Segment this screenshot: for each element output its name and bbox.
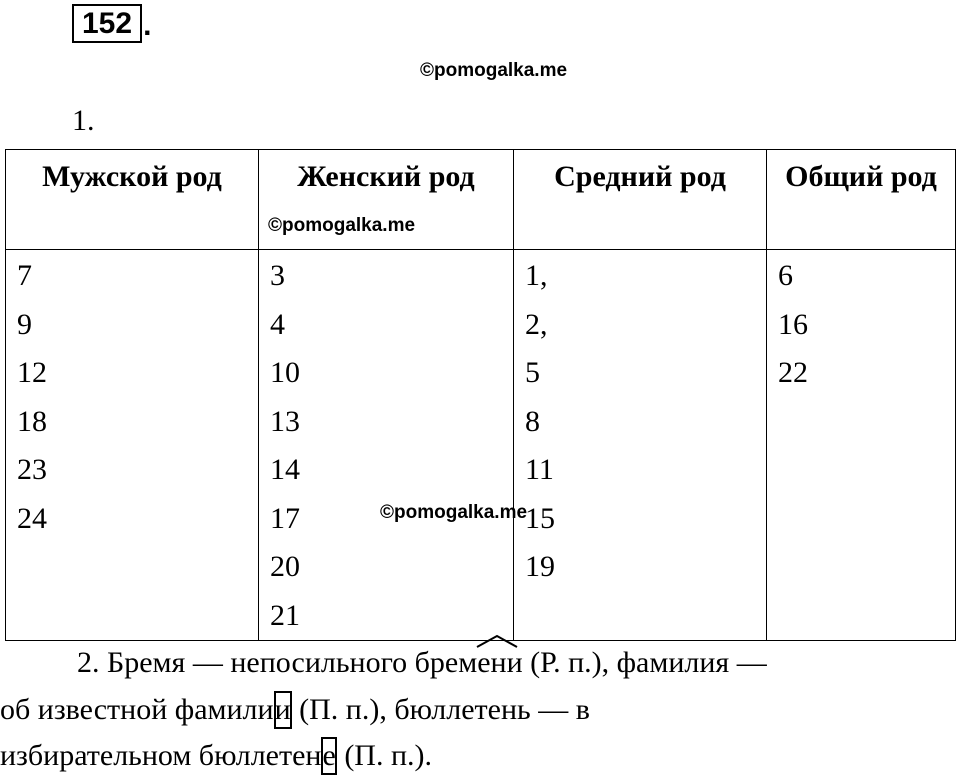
paragraph-line (0, 640, 955, 687)
list-item: 22 (778, 356, 808, 389)
task-number-box: 152 (72, 4, 142, 43)
task-number-dot: . (143, 9, 152, 42)
masculine-column (6, 250, 259, 641)
header-feminine: Женский род (259, 150, 514, 250)
paragraph-line (0, 687, 955, 734)
neuter-column (514, 250, 767, 641)
list-item: 6 (778, 259, 793, 292)
feminine-column (259, 250, 514, 641)
common-column (767, 250, 956, 641)
list-item: 12 (17, 356, 47, 389)
list-item: 3 (270, 259, 285, 292)
list-item: 23 (17, 453, 47, 486)
table-row (6, 250, 956, 641)
ending-arc-mark (477, 640, 522, 687)
list-item: 18 (17, 404, 47, 438)
ending-box: и (274, 691, 292, 729)
watermark: ©pomogalka.me (420, 60, 568, 81)
header-neuter: Средний род (514, 150, 767, 250)
ending-box: е (321, 737, 336, 775)
text-fragment: (П. п.). (336, 739, 433, 772)
gender-table (5, 149, 956, 641)
list-item: 2, (525, 307, 548, 341)
ending-text: ени (477, 646, 523, 679)
list-item: 14 (270, 453, 300, 486)
list-item: 1, (525, 259, 548, 292)
list-item: 4 (270, 307, 285, 341)
watermark: ©pomogalka.me (268, 215, 416, 236)
part-1-label: 1. (72, 104, 95, 137)
list-item: 24 (17, 501, 47, 535)
list-item: 15 (525, 501, 555, 535)
watermark: ©pomogalka.me (380, 502, 528, 523)
list-item: 7 (17, 259, 32, 292)
header-masculine: Мужской род (6, 150, 259, 250)
list-item: 16 (778, 307, 808, 341)
list-item: 10 (270, 356, 300, 389)
list-item: 5 (525, 356, 540, 389)
header-common: Общий род (767, 150, 956, 250)
table-header-row (6, 150, 956, 250)
list-item: 11 (525, 453, 554, 486)
list-item: 19 (525, 550, 555, 583)
list-item: 9 (17, 307, 32, 341)
paragraph-line (0, 733, 955, 780)
text-fragment: избирательном бюллетен (0, 739, 322, 772)
text-fragment: об известной фамили (0, 692, 274, 726)
list-item: 8 (525, 404, 540, 438)
text-fragment: (П. п.), бюллетень — в (291, 692, 590, 726)
task-number (72, 4, 151, 43)
text-fragment: (Р. п.), фамилия — (522, 646, 767, 679)
list-item: 13 (270, 404, 300, 438)
text-fragment: 2. Бремя — непосильного брем (77, 646, 478, 679)
part-2-paragraph (0, 640, 955, 780)
arc-icon (475, 634, 519, 648)
list-item: 20 (270, 550, 300, 583)
list-item: 21 (270, 598, 300, 632)
list-item: 17 (270, 501, 300, 535)
